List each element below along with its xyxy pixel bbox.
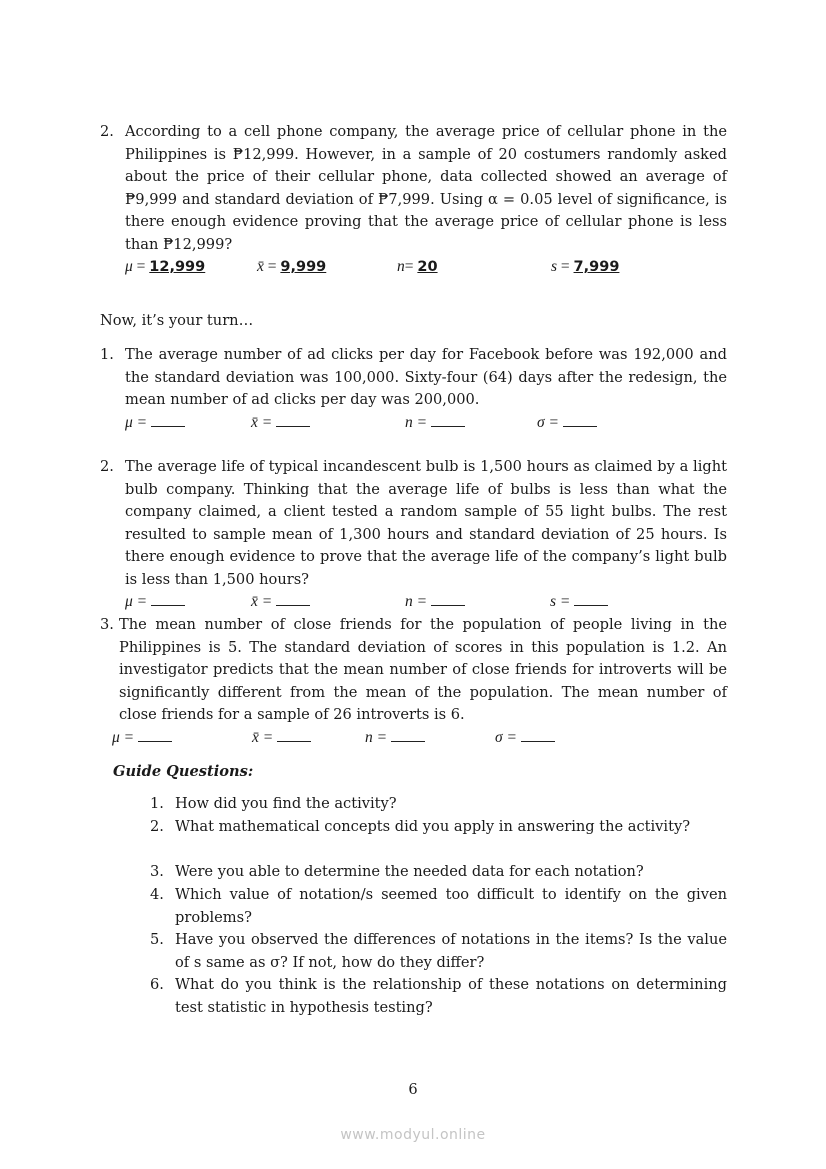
guide-question: 5. Have you observed the differences of notations in the items? Is the value of s same as σ? If not, how do they differ? xyxy=(150,931,727,971)
notation-blanks xyxy=(112,727,727,750)
given-notations xyxy=(125,256,727,279)
answer-blank[interactable] xyxy=(277,727,311,742)
item-number: 2. xyxy=(100,123,114,140)
notation-blanks xyxy=(125,591,727,614)
symbol-s: s = xyxy=(550,593,571,610)
watermark: www.modyul.online xyxy=(340,1127,486,1143)
problem-3 xyxy=(100,614,727,749)
problem-text: The average life of typical incandescent bulb is 1,500 hours as claimed by a light bulb company. Thinking that the average life of bulbs is less than what the company claimed, a client tested a random sample of 55 light bulbs. The rest resulted to sample mean of 1,300 hours and standard deviation of 25 hours. Is there enough evidence to prove that the average life of the company’s light bulb is less than 1,500 hours? xyxy=(125,458,727,588)
item-number: 1. xyxy=(100,346,114,363)
page-number: 6 xyxy=(408,1081,418,1098)
guide-question: 2. What mathematical concepts did you apply in answering the activity? xyxy=(150,818,691,835)
symbol-sigma: σ = xyxy=(495,728,517,746)
notation-xbar: x̄ = 9,999 xyxy=(257,258,327,275)
answer-blank[interactable] xyxy=(276,591,310,606)
item-number: 3. xyxy=(100,616,114,633)
symbol-xbar: x̄ = xyxy=(251,413,273,431)
symbol-n: n = xyxy=(405,593,428,610)
symbol-xbar: x̄ = xyxy=(251,593,273,610)
answer-blank[interactable] xyxy=(574,591,608,606)
guide-question: 3. Were you able to determine the needed data for each notation? xyxy=(150,863,644,880)
answer-blank[interactable] xyxy=(138,727,172,742)
answer-blank[interactable] xyxy=(151,412,185,427)
notation-mu: μ = 12,999 xyxy=(125,258,206,275)
notation-s: s = 7,999 xyxy=(551,258,620,275)
answer-blank[interactable] xyxy=(151,591,185,606)
problem-text: The mean number of close friends for the population of people living in the Philippines is 5. The standard deviation of scores in this population is 1.2. An investigator predicts that the mean number of close friends for introverts will be significantly different from the mean of the population. The mean number of close friends for a sample of 26 introverts is 6. xyxy=(119,616,727,723)
guide-question: 1. How did you find the activity? xyxy=(150,795,397,812)
guide-question: 6. What do you think is the relationship of these notations on determining test statistic in hypothesis testing? xyxy=(150,976,727,1016)
answer-blank[interactable] xyxy=(521,727,555,742)
guide-questions-heading: Guide Questions: xyxy=(113,763,254,780)
symbol-mu: μ = xyxy=(125,593,148,610)
answer-blank[interactable] xyxy=(431,412,465,427)
problem-text: According to a cell phone company, the average price of cellular phone in the Philippines is ₱12,999. However, in a sample of 20 costumers randomly asked about the price of their cellular phone, data collected showed an average of ₱9,999 and standard deviation of ₱7,999. Using α = 0.05 level of significance, is there enough evidence proving that the average price of cellular phone is less than ₱12,999? xyxy=(125,123,727,253)
answer-blank[interactable] xyxy=(391,727,425,742)
symbol-sigma: σ = xyxy=(537,413,559,431)
problem-2 xyxy=(100,456,727,614)
answer-blank[interactable] xyxy=(276,412,310,427)
guide-question: 4. Which value of notation/s seemed too difficult to identify on the given problems? xyxy=(150,886,727,926)
problem-text: The average number of ad clicks per day for Facebook before was 192,000 and the standard deviation was 100,000. Sixty-four (64) days after the redesign, the mean number of ad clicks per day was 200,000. xyxy=(125,346,727,408)
answer-blank[interactable] xyxy=(431,591,465,606)
answer-blank[interactable] xyxy=(563,412,597,427)
item-number: 2. xyxy=(100,458,114,475)
intro-text: Now, it’s your turn… xyxy=(100,312,254,329)
symbol-n: n = xyxy=(405,413,428,431)
symbol-xbar: x̄ = xyxy=(252,728,274,746)
symbol-n: n = xyxy=(365,728,388,746)
symbol-mu: μ = xyxy=(125,413,148,431)
notation-blanks xyxy=(125,412,727,435)
notation-n: n= 20 xyxy=(397,258,438,275)
problem-1 xyxy=(100,344,727,434)
symbol-mu: μ = xyxy=(112,728,135,746)
example-problem-2 xyxy=(100,121,727,279)
